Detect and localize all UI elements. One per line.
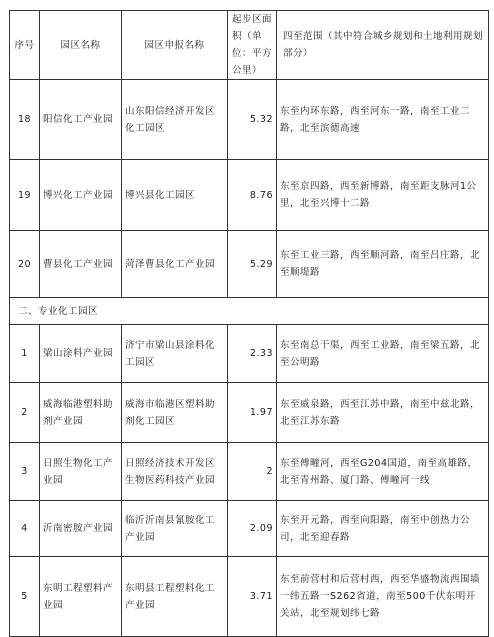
row-park-name: 东明工程塑料产业园 [40, 557, 122, 637]
row-no: 19 [10, 160, 40, 231]
section-heading: 二、专业化工园区 [10, 298, 489, 325]
row-park-name: 博兴化工产业园 [40, 160, 122, 231]
row-area: 3.71 [228, 557, 277, 637]
row-declared-name: 东明县工程塑料化工产业园 [122, 557, 228, 637]
table-row [10, 443, 489, 501]
row-declared-name: 日照经济技术开发区生物医药科技产业园 [122, 443, 228, 501]
row-area: 5.29 [228, 231, 277, 298]
header-decl: 园区申报名称 [122, 11, 228, 80]
row-no: 4 [10, 501, 40, 557]
row-range: 东至威泉路，西至江苏中路，南至中兹北路，北至江苏东路 [277, 383, 489, 443]
row-no: 2 [10, 383, 40, 443]
table-header-row [10, 11, 489, 80]
row-range: 东至内环东路，西至河东一路，南至工业二路，北至滨德高速 [277, 80, 489, 160]
table-row [10, 325, 489, 383]
table-row [10, 557, 489, 637]
section-row [10, 298, 489, 325]
row-park-name: 阳信化工产业园 [40, 80, 122, 160]
row-area: 5.32 [228, 80, 277, 160]
header-range: 四至范围（其中符合城乡规划和土地利用规划部分） [277, 11, 489, 80]
row-park-name: 威海临港塑料助剂产业园 [40, 383, 122, 443]
row-park-name: 沂南密胺产业园 [40, 501, 122, 557]
table-row [10, 160, 489, 231]
row-range: 东至南总干渠，西至工业路，南至梁五路，北至公明路 [277, 325, 489, 383]
table-row [10, 80, 489, 160]
row-no: 18 [10, 80, 40, 160]
row-range: 东至工业三路，西至顺河路，南至吕庄路，北至顺堤路 [277, 231, 489, 298]
row-range: 东至傅疃河，西至G204国道，南至高雄路，北至青州路、厦门路、傅疃河一线 [277, 443, 489, 501]
row-park-name: 曹县化工产业园 [40, 231, 122, 298]
table-row [10, 501, 489, 557]
row-range: 东至京四路，西至新博路，南至距支脉河1公里，北至兴博十二路 [277, 160, 489, 231]
row-park-name: 日照生物化工产业园 [40, 443, 122, 501]
row-no: 20 [10, 231, 40, 298]
table-row [10, 383, 489, 443]
row-no: 1 [10, 325, 40, 383]
row-declared-name: 威海市临港区塑料助剂化工园区 [122, 383, 228, 443]
row-range: 东至前营村和后营村西，西至华盛物流西围墙一纬五路一S262省道，南至500千伏东明开关站，北至规划纬七路 [277, 557, 489, 637]
row-park-name: 梁山涂料产业园 [40, 325, 122, 383]
header-name: 园区名称 [40, 11, 122, 80]
header-no: 序号 [10, 11, 40, 80]
row-area: 8.76 [228, 160, 277, 231]
row-area: 2.33 [228, 325, 277, 383]
chemical-park-table [9, 10, 489, 637]
table-row [10, 231, 489, 298]
row-declared-name: 博兴县化工园区 [122, 160, 228, 231]
row-no: 5 [10, 557, 40, 637]
row-area: 2.09 [228, 501, 277, 557]
row-declared-name: 临沂沂南县氰胺化工产业园 [122, 501, 228, 557]
row-no: 3 [10, 443, 40, 501]
row-declared-name: 山东阳信经济开发区化工园区 [122, 80, 228, 160]
row-declared-name: 济宁市梁山县涂料化工园区 [122, 325, 228, 383]
row-declared-name: 菏泽曹县化工产业园 [122, 231, 228, 298]
row-area: 2 [228, 443, 277, 501]
header-area: 起步区面积（单位：平方公里） [228, 11, 277, 80]
row-range: 东至开元路，西至向阳路，南至中创热力公司，北至迎春路 [277, 501, 489, 557]
row-area: 1.97 [228, 383, 277, 443]
